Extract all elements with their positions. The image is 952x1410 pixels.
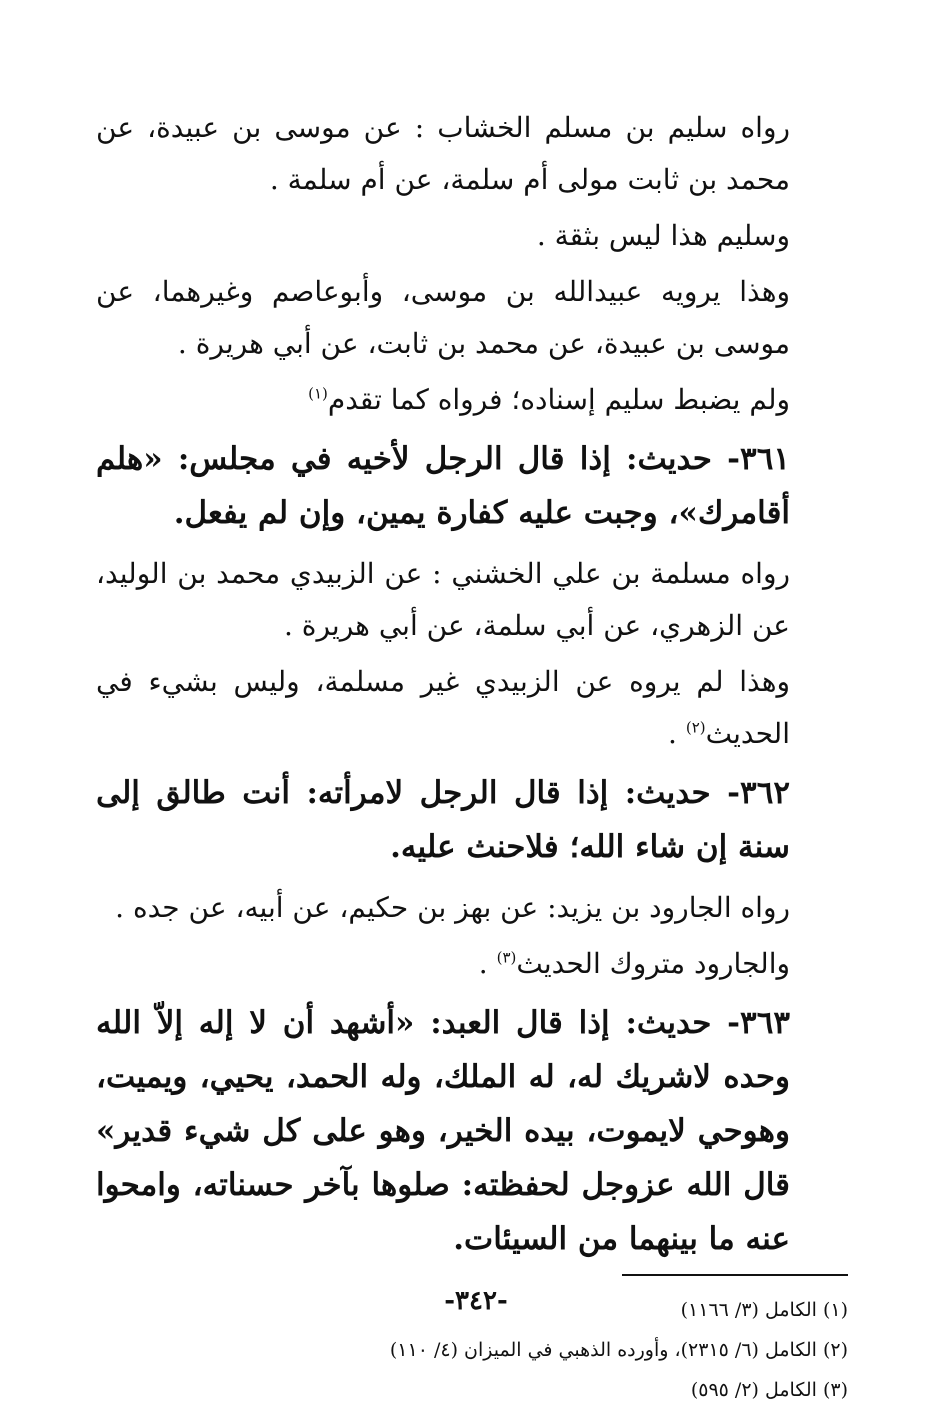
footnote-ref-1: (١) <box>308 384 328 403</box>
book-page <box>96 102 848 1401</box>
page-number: -٣٤٢- <box>444 1286 508 1316</box>
paragraph-grading-1: وسليم هذا ليس بثقة . <box>536 219 790 252</box>
paragraph-grading-2-text: ولم يضبط سليم إسناده؛ فرواه كما تقدم <box>327 383 790 416</box>
paragraph-grading-4-text: والجارود متروك الحديث <box>516 947 790 980</box>
paragraph-narration-2: وهذا يرويه عبيدالله بن موسى، وأبوعاصم وغيرهما، عن موسى بن عبيدة، عن محمد بن ثابت، عن أبي هريرة . <box>96 275 790 360</box>
paragraph-narration-3: رواه مسلمة بن علي الخشني : عن الزبيدي محمد بن الوليد، عن الزهري، عن أبي سلمة، عن أبي هريرة . <box>96 557 790 642</box>
paragraph-grading-2 <box>96 374 848 426</box>
footnote-2: (٢) الكامل (٦/ ٢٣١٥)، وأورده الذهبي في الميزان (٤/ ١١٠) <box>389 1339 848 1361</box>
paragraph-grading-4-end: . <box>478 947 497 980</box>
paragraph-grading-3-text: وهذا لم يروه عن الزبيدي غير مسلمة، وليس بشيء في الحديث <box>96 665 790 750</box>
footnote-divider <box>622 1274 848 1276</box>
hadith-heading-362: ٣٦٢- حديث: إذا قال الرجل لامرأته: أنت طالق إلى سنة إن شاء الله؛ فلاحنث عليه. <box>96 775 790 865</box>
footnote-1: (١) الكامل (٣/ ١١٦٦) <box>680 1299 848 1321</box>
paragraph-narration-1: رواه سليم بن مسلم الخشاب : عن موسى بن عبيدة، عن محمد بن ثابت مولى أم سلمة، عن أم سلمة . <box>96 111 790 196</box>
hadith-heading-361: ٣٦١- حديث: إذا قال الرجل لأخيه في مجلس: «هلم أقامرك»، وجبت عليه كفارة يمين، وإن لم يفعل. <box>96 441 790 531</box>
paragraph-grading-3 <box>96 656 848 760</box>
footnote-3: (٣) الكامل (٢/ ٥٩٥) <box>690 1379 848 1401</box>
paragraph-grading-4 <box>96 938 848 990</box>
paragraph-grading-3-end: . <box>668 717 686 750</box>
footnote-ref-2: (٢) <box>685 718 706 737</box>
paragraph-narration-4: رواه الجارود بن يزيد: عن بهز بن حكيم، عن أبيه، عن جده . <box>115 891 790 924</box>
hadith-heading-363: ٣٦٣- حديث: إذا قال العبد: «أشهد أن لا إله إلاّ الله وحده لاشريك له، له الملك، وله الحمد، يحيي، ويميت، وهوحي لايموت، بيده الخير، وهو على كل شيء قدير» قال الله عزوجل لحفظته: صلوها بآخر حسناته، وامحوا عنه ما بينهما من السيئات. <box>96 1005 790 1257</box>
footnote-ref-3: (٣) <box>496 948 517 967</box>
